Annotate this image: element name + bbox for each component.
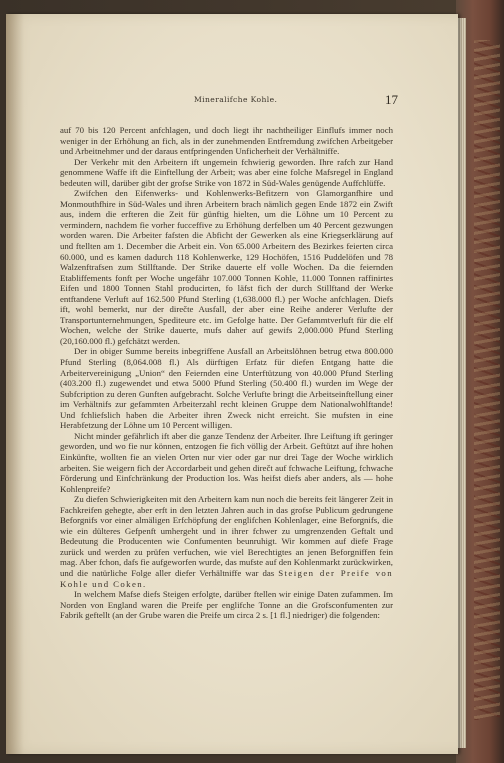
paragraph — [60, 589, 393, 621]
running-title: Mineralifche Kohle. — [194, 95, 278, 104]
marbled-cover-pattern — [474, 40, 500, 720]
spaced-emphasis: Steigen der Preife von Kohle und Coken. — [60, 567, 394, 589]
paragraph — [60, 431, 393, 494]
paragraph — [60, 125, 393, 157]
book-page — [6, 14, 458, 754]
paragraph — [60, 157, 393, 189]
paragraph — [60, 188, 393, 346]
page-header — [6, 92, 458, 112]
paragraph-text: auf 70 bis 120 Percent anfchlagen, und doch liegt ihr nachtheiliger Einflufs immer noch weniger in der Erhöhung an fich, als in der zunehmenden Entfremdung zwifchen Arbeitgeber und Arbeitnehmer und der daraus entfpringenden Unficherheit der Verhältniffe. — [60, 125, 393, 157]
paragraph-text: In welchem Mafse diefs Steigen erfolgte, darüber ftellen wir einige Daten zufammen. Im Norden von England waren die Preife per englifche Tonne an die Grofsconfumenten zur Fabrik geftellt (an der Grube waren die Preife um circa 2 s. [1 fl.] niedriger) die folgenden: — [60, 589, 393, 621]
paragraph-text: Zu diefen Schwierigkeiten mit den Arbeitern kam nun noch die bereits feit längerer Zeit in Fachkreifen gehegte, aber erft in den letzten Jahren auch in das grofse Publicum gedrungene Beforgnifs vor einer almäligen Erfchöpfung der englifchen Kohlenlager, eine Beforgnifs, die wie ein dülteres Gefpenft umhergeht und in ihrer fchwer zu umgrenzenden Geftalt und Bedeutung die Producenten wie Confumenten beunruhigt. Wir kommen auf diefe Frage zurück und werden zu prüfen verfuchen, wie viel Berechtigtes an jenen Beforgniffen fein mag. Aber fchon, dafs fie aufgeworfen wurde, das mufste auf den Kohlenmarkt zurückwirken, und die natürliche Folge aller diefer Verhältniffe war das — [60, 494, 393, 578]
paragraph — [60, 346, 393, 430]
paragraph — [60, 494, 393, 589]
body-text — [60, 125, 393, 621]
paragraph-text: Der in obiger Summe bereits inbegriffene Ausfall an Arbeitslöhnen betrug etwa 800.000 Pfund Sterling (8,064.008 fl.) Als dürftigen Erfatz für diefen Entgang hatte die Arbeitervereinigung „Union“ den Feiernden eine Unterftützung von 40.000 Pfund Sterling (403.200 fl.) zugewendet und etwa 5000 Pfund Sterling (50.400 fl.) wurden im Wege der Subfcription zu deren Gunften aufgebracht. Solche Verlufte bringt die Arbeitseinftellung einer im Verhältnifs zur gefammten Arbeiterzahl recht kleinen Gruppe dem Nationalwohlftande! Und fchliefslich haben die Arbeiter ihren Zweck nicht erreicht. Sie mufsten in eine Herabfetzung der Löhne um 10 Percent willigen. — [60, 346, 393, 431]
page-number: 17 — [385, 92, 398, 107]
paragraph-text: Zwifchen den Eifenwerks- und Kohlenwerks-Befitzern von Glamorganfhire und Monmouthfhire in Süd-Wales und ihren Arbeitern brach nämlich gegen Ende 1872 ein Zwift aus, indem die erfteren die Zeit für günftig hielten, um die Löhne um 10 Percent zu vermindern, nachdem fie vorher fucceffive zu Erhöhung derfelben um 40 Percent gezwungen worden waren. Die Arbeiter fafsten die Abficht der Gewerken als eine Kriegserklärung auf und ftellten am 1. December die Arbeit ein. Von 65.000 Arbeitern des Bezirkes feierten circa 60.000, und es kamen dadurch 118 Kohlenwerke, 129 Hochöfen, 1516 Puddelöfen und 78 Walzenftrafsen zum Stillftande. Der Strike dauerte elf volle Wochen. Da die feiernden Etabliffements fonft per Woche ungefähr 107.000 Tonnen Kohle, 11.000 Tonnen raffinirtes Eifen und 1800 Tonnen Stahl producirten, fo läfst fich der durch Stillftand der Werke entftandene Verluft auf 162.500 Pfund Sterling (1,638.000 fl.) per Woche anfchlagen. Diefs ift, wohl bemerkt, nur der direčte Ausfall, der aber eine Reihe anderer Verlufte der Transportunternehmungen, Spediteure etc. im Gefolge hatte. Der Gefammtverluft für die elf Wochen, welche der Strike dauerte, mufs daher auf gewifs 2,000.000 Pfund Sterling (20,160.000 fl.) gefchätzt werden. — [60, 188, 393, 346]
paragraph-text: Der Verkehr mit den Arbeitern ift ungemein fchwierig geworden. Ihre rafch zur Hand genommene Waffe ift die Einftellung der Arbeit; was aber eine folche Mafsregel in England bedeuten will, darüber gibt der grofse Strike von 1872 in Süd-Wales genügende Auffchlüffe. — [60, 156, 393, 188]
page-gutter-shadow — [6, 14, 24, 754]
paragraph-text: Nicht minder gefährlich ift aber die ganze Tendenz der Arbeiter. Ihre Leiftung ift geringer geworden, und wo fie nur können, entzogen fie fich völlig der Arbeit. Geftützt auf ihre hohen Einkünfte, wollten fie an vielen Orten nur vier oder gar nur drei Tage der Woche wirklich arbeiten. Sie weigern fich der Accordarbeit und gehen direčt auf fchwache Leiftung, fchwache Förderung und Einfchränkung der Production los. Was heifst diefs aber anders, als — hohe Kohlenpreife? — [60, 430, 393, 494]
